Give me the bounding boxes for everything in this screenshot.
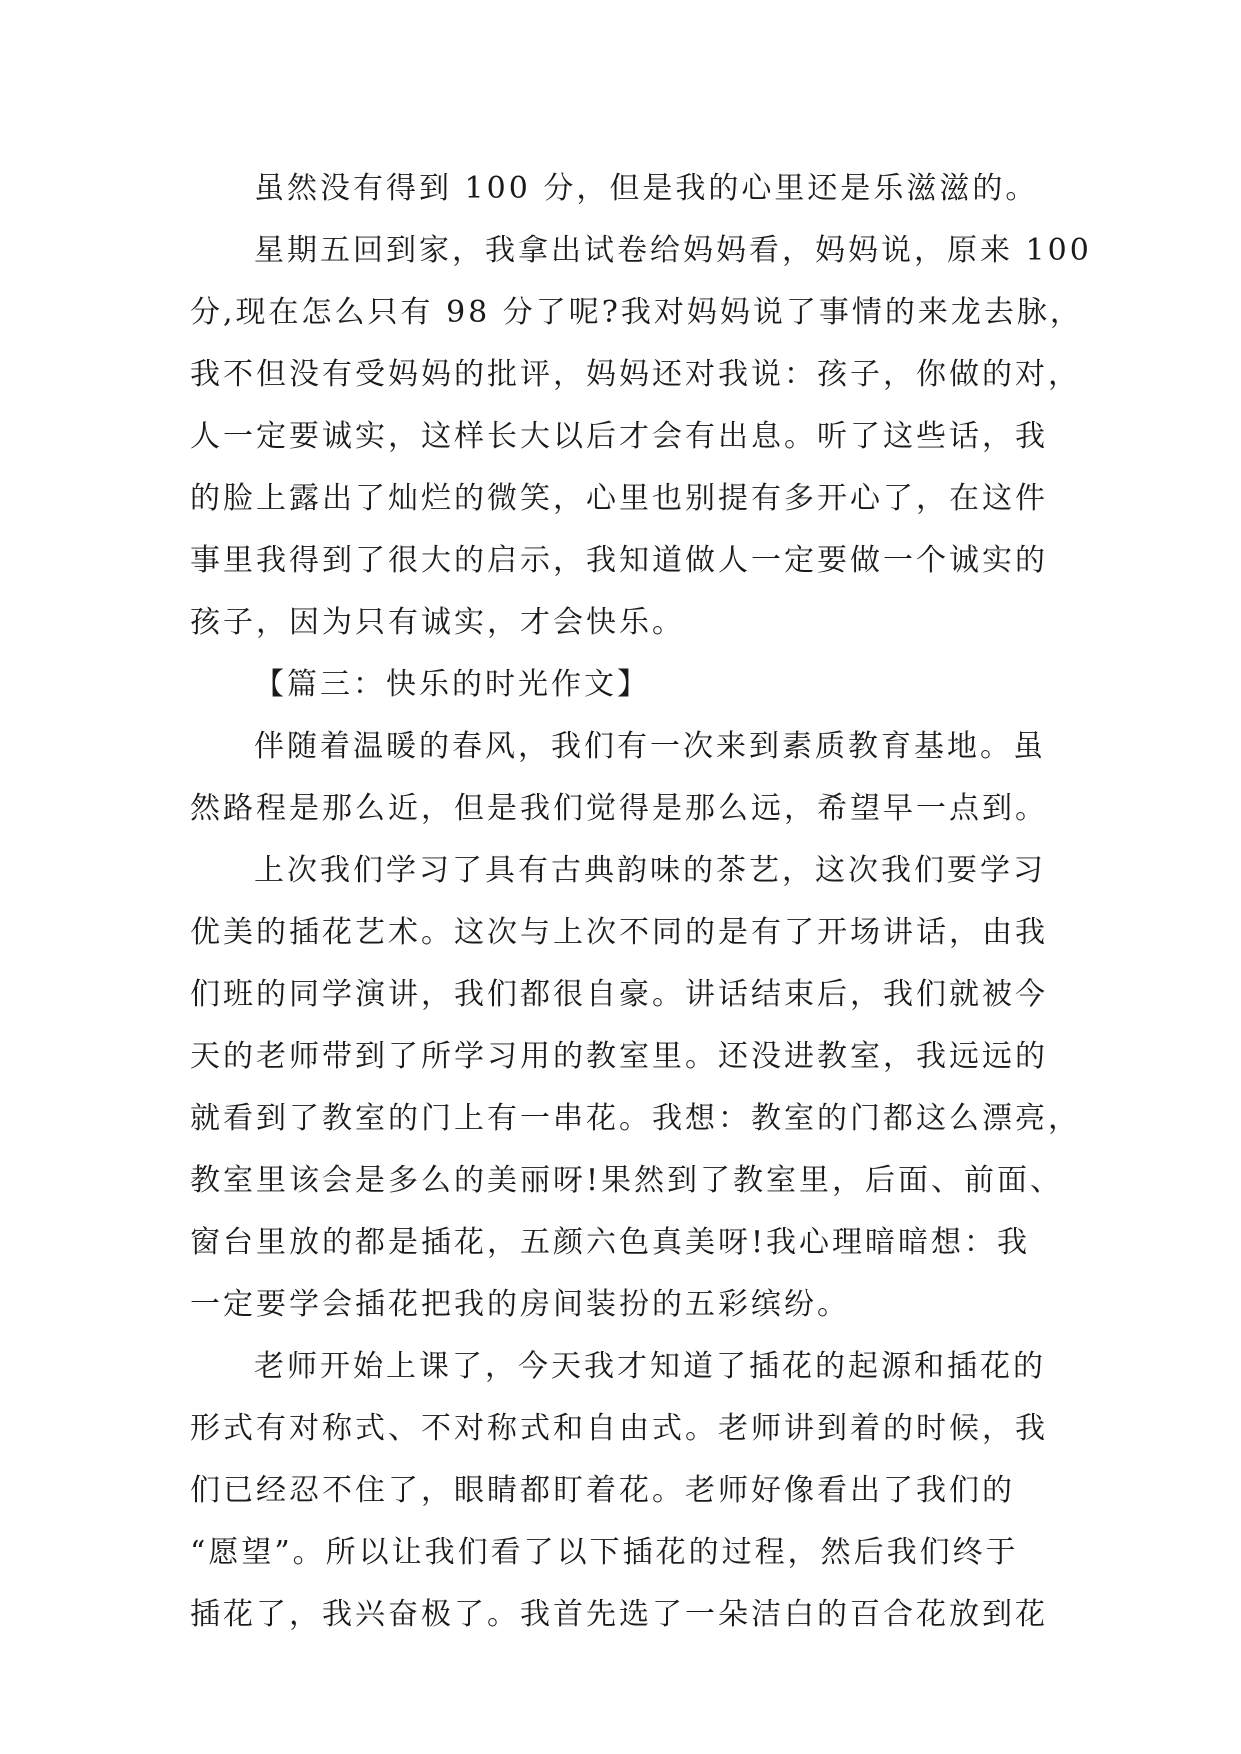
text-line: 伴随着温暖的春风，我们有一次来到素质教育基地。虽 [254,729,1046,764]
text-line: 的脸上露出了灿烂的微笑，心里也别提有多开心了，在这件 [190,481,1048,516]
text-line: “愿望”。所以让我们看了以下插花的过程，然后我们终于 [190,1535,1019,1570]
text-line: 上次我们学习了具有古典韵味的茶艺，这次我们要学习 [254,853,1046,888]
text-line: 孩子，因为只有诚实，才会快乐。 [190,605,685,640]
section-heading: 【篇三：快乐的时光作文】 [254,667,650,702]
text-line: 们已经忍不住了，眼睛都盯着花。老师好像看出了我们的 [190,1473,1015,1508]
text-line: 天的老师带到了所学习用的教室里。还没进教室，我远远的 [190,1039,1048,1074]
text-line: 教室里该会是多么的美丽呀!果然到了教室里，后面、前面、 [190,1163,1064,1198]
text-line: 们班的同学演讲，我们都很自豪。讲话结束后，我们就被今 [190,977,1048,1012]
text-line: 老师开始上课了，今天我才知道了插花的起源和插花的 [254,1349,1046,1384]
text-line: 我不但没有受妈妈的批评，妈妈还对我说：孩子，你做的对， [190,357,1081,392]
text-line: 虽然没有得到 100 分，但是我的心里还是乐滋滋的。 [254,171,1039,206]
text-line: 星期五回到家，我拿出试卷给妈妈看，妈妈说，原来 100 [254,233,1092,268]
text-line: 分,现在怎么只有 98 分了呢?我对妈妈说了事情的来龙去脉， [190,295,1083,330]
document-body [190,158,1090,1646]
text-line: 然路程是那么近，但是我们觉得是那么远，希望早一点到。 [190,791,1048,826]
text-line: 窗台里放的都是插花，五颜六色真美呀!我心理暗暗想：我 [190,1225,1031,1260]
text-line: 优美的插花艺术。这次与上次不同的是有了开场讲话，由我 [190,915,1048,950]
text-line: 一定要学会插花把我的房间装扮的五彩缤纷。 [190,1287,850,1322]
text-line: 就看到了教室的门上有一串花。我想：教室的门都这么漂亮， [190,1101,1081,1136]
text-line: 插花了，我兴奋极了。我首先选了一朵洁白的百合花放到花 [190,1597,1048,1632]
text-line: 事里我得到了很大的启示，我知道做人一定要做一个诚实的 [190,543,1048,578]
text-line: 人一定要诚实，这样长大以后才会有出息。听了这些话，我 [190,419,1048,454]
text-line: 形式有对称式、不对称式和自由式。老师讲到着的时候，我 [190,1411,1048,1446]
